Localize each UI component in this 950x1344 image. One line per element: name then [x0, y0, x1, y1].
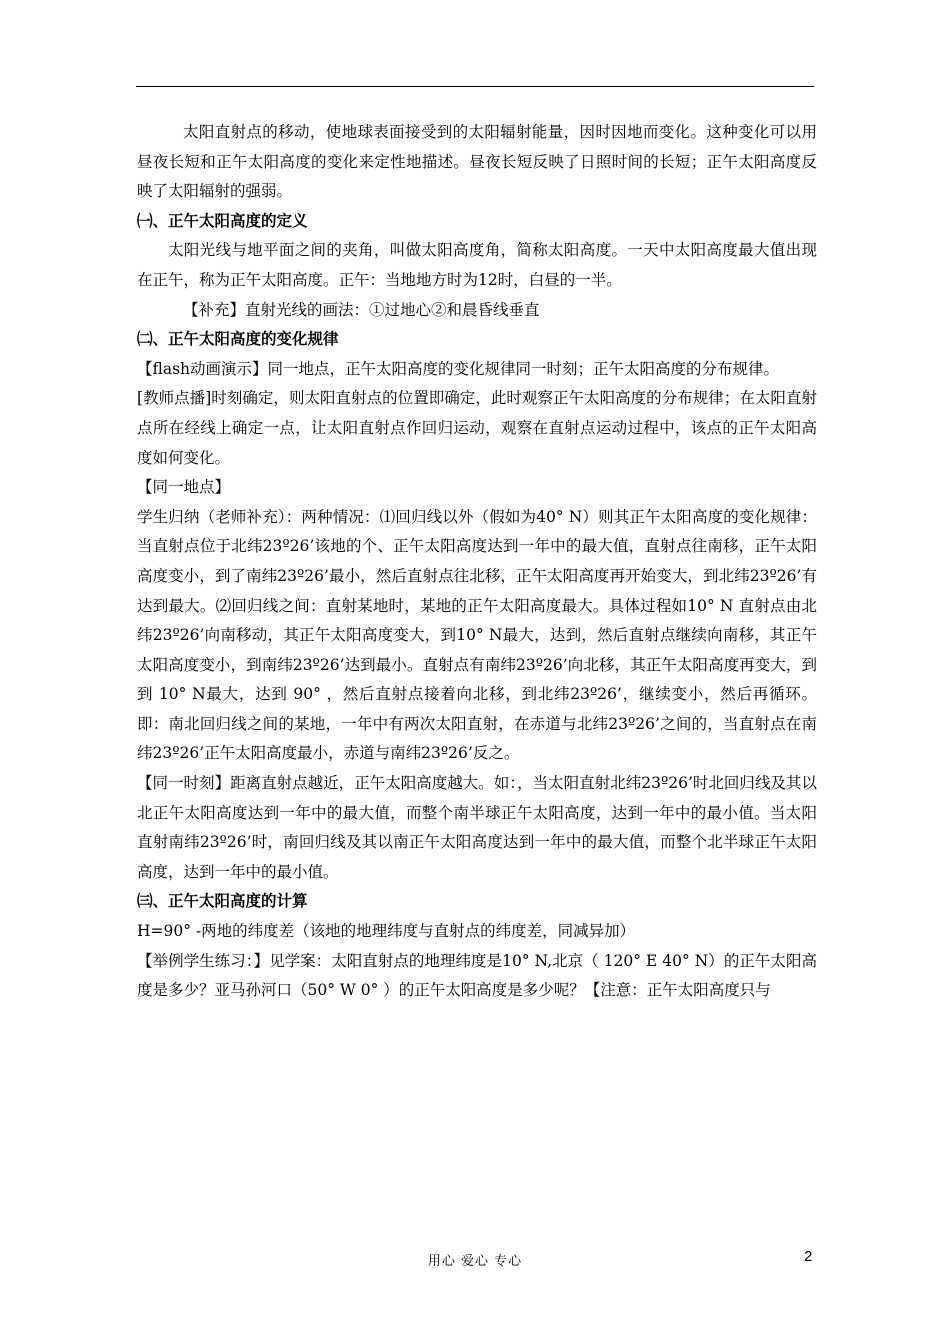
section-heading: ㈡、正午太阳高度的变化规律 [137, 330, 339, 349]
footer-slogan: 用心 爱心 专心 [427, 1254, 523, 1269]
body-paragraph: 太阳光线与地平面之间的夹角，叫做太阳高度角，简称太阳高度。一天中太阳高度最大值出现在正午，称为正午太阳高度。正午：当地地方时为12时，白昼的一半。 [137, 241, 817, 289]
body-paragraph: 【举例学生练习：】见学案：太阳直射点的地理纬度是10° N,北京（ 120° E 40° N）的正午太阳高度是多少？亚马孙河口（50° W 0° ）的正午太阳高度是多少呢？【注意：正午太阳高度只与 [137, 951, 817, 1000]
body-paragraph: 太阳直射点的移动，使地球表面接受到的太阳辐射能量，因时因地而变化。这种变化可以用昼夜长短和正午太阳高度的变化来定性地描述。昼夜长短反映了日照时间的长短；正午太阳高度反映了太阳辐射的强弱。 [137, 123, 817, 201]
body-paragraph: 【flash动画演示】同一地点，正午太阳高度的变化规律同一时刻；正午太阳高度的分布规律。 [137, 359, 780, 378]
body-paragraph: 【补充】直射光线的画法：①过地心②和晨昏线垂直 [183, 300, 540, 319]
page-footer [0, 1250, 950, 1270]
body-paragraph: H=90° -两地的纬度差（该地的地理纬度与直射点的纬度差，同减异加） [137, 922, 636, 941]
document-body [137, 118, 817, 1006]
section-heading: ㈢、正午太阳高度的计算 [137, 892, 308, 911]
body-paragraph: [教师点播]时刻确定，则太阳直射点的位置即确定，此时观察正午太阳高度的分布规律；在太阳直射点所在经线上确定一点，让太阳直射点作回归运动，观察在直射点运动过程中，该点的正午太阳高度如何变化。 [137, 389, 817, 467]
page-number: 2 [804, 1248, 813, 1265]
section-heading: ㈠、正午太阳高度的定义 [137, 211, 308, 230]
header-rule [136, 86, 814, 87]
body-paragraph: 【同一地点】 [137, 478, 231, 497]
body-paragraph: 【同一时刻】距离直射点越近，正午太阳高度越大。如：，当太阳直射北纬23º26’时北回归线及其以北正午太阳高度达到一年中的最大值，而整个南半球正午太阳高度，达到一年中的最小值。当太阳直射南纬23º26’时，南回归线及其以南正午太阳高度达到一年中的最大值，而整个北半球正午太阳高度，达到一年中的最小值。 [137, 774, 817, 881]
body-paragraph: 学生归纳（老师补充）：两种情况：⑴回归线以外（假如为40° N）则其正午太阳高度的变化规律：当直射点位于北纬23º26’该地的个、正午太阳高度达到一年中的最大值，直射点往南移，正午太阳高度变小，到了南纬23º26’最小，然后直射点往北移，正午太阳高度再开始变大，到北纬23º26’有达到最大。⑵回归线之间：直射某地时，某地的正午太阳高度最大。具体过程如10° N 直射点由北纬23º26’向南移动，其正午太阳高度变大，到10° N最大，达到，然后直射点继续向南移，其正午太阳高度变小，到南纬23º26’达到最小。直射点有南纬23º26’向北移，其正午太阳高度再变大，到到 10° N最大，达到 90° ，然后直射点接着向北移，到北纬23º26’，继续变小，然后再循环。即：南北回归线之间的某地，一年中有两次太阳直射，在赤道与北纬23º26’之间的，当直射点在南纬23º26’正午太阳高度最小，赤道与南纬23º26’反之。 [137, 507, 817, 763]
